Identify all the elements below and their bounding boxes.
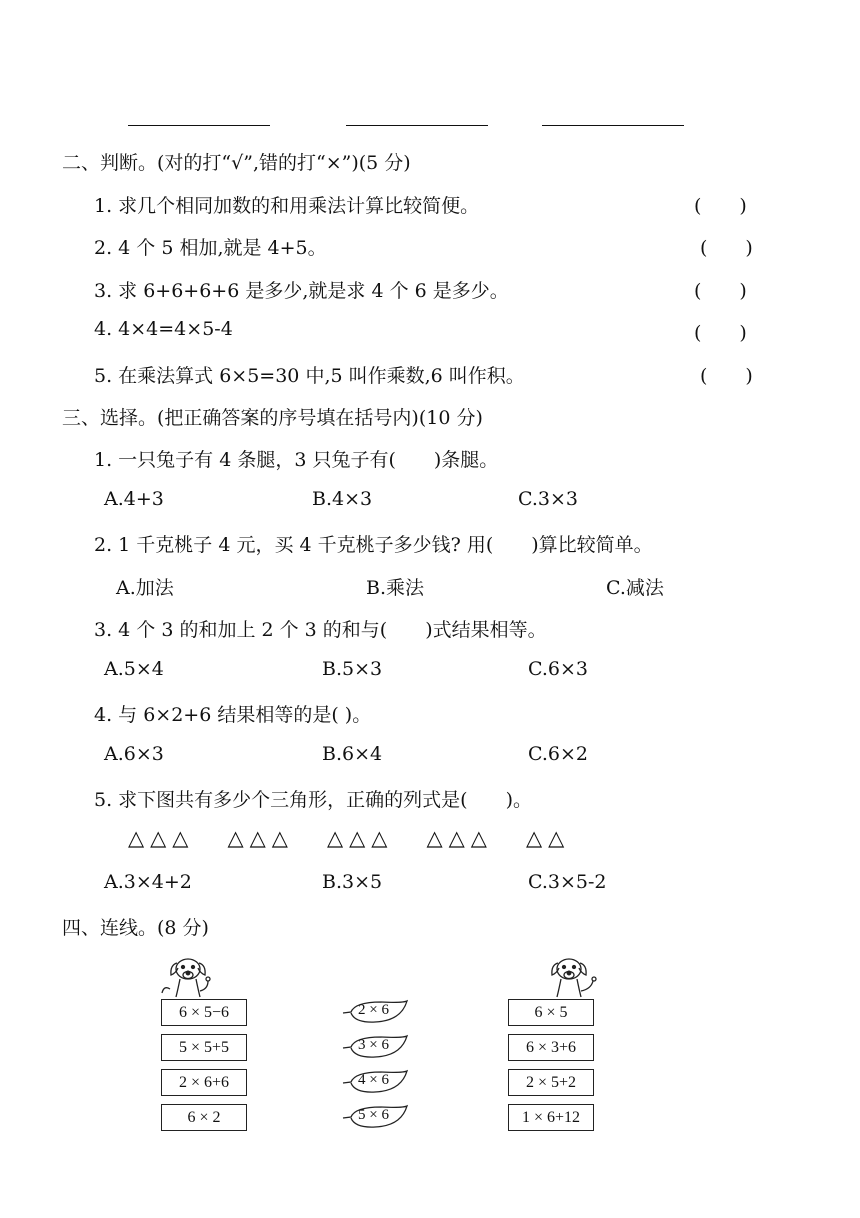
judge-answer-paren-4[interactable]: ( ) xyxy=(694,322,747,344)
choice-1-option-c[interactable]: C.3×3 xyxy=(518,488,578,510)
leaf-label: 3 × 6 xyxy=(358,1037,389,1053)
dog-icon xyxy=(158,955,214,999)
triangle-group: △△△ xyxy=(426,826,493,850)
left-expression-box-3[interactable]: 2 × 6+6 xyxy=(161,1069,247,1096)
judge-answer-paren-1[interactable]: ( ) xyxy=(694,195,747,217)
judge-item-5: 5. 在乘法算式 6×5=30 中,5 叫作乘数,6 叫作积。 xyxy=(94,365,525,387)
dog-icon xyxy=(547,955,603,999)
triangle-group: △△△ xyxy=(128,826,195,850)
choice-2-option-c[interactable]: C.减法 xyxy=(606,577,664,599)
triangle-group: △△△ xyxy=(227,826,294,850)
choice-4-option-b[interactable]: B.6×4 xyxy=(322,743,383,765)
triangle-group: △△ xyxy=(526,826,571,850)
leaf-card-4[interactable] xyxy=(341,1104,411,1135)
answer-blank-1[interactable] xyxy=(128,125,270,126)
choice-5-option-a[interactable]: A.3×4+2 xyxy=(104,871,192,893)
choice-question-2: 2. 1 千克桃子 4 元，买 4 千克桃子多少钱? 用( )算比较简单。 xyxy=(94,534,653,556)
judge-answer-paren-2[interactable]: ( ) xyxy=(700,237,753,259)
judge-item-4: 4. 4×4=4×5-4 xyxy=(94,318,233,340)
choice-4-option-c[interactable]: C.6×2 xyxy=(528,743,588,765)
answer-blank-2[interactable] xyxy=(346,125,488,126)
choice-question-1: 1. 一只兔子有 4 条腿，3 只兔子有( )条腿。 xyxy=(94,449,499,471)
choice-1-option-b[interactable]: B.4×3 xyxy=(312,488,373,510)
leaf-card-1[interactable] xyxy=(341,999,411,1030)
leaf-card-3[interactable] xyxy=(341,1069,411,1100)
leaf-label: 4 × 6 xyxy=(358,1072,389,1088)
choice-question-5: 5. 求下图共有多少个三角形，正确的列式是( )。 xyxy=(94,789,532,811)
right-expression-box-2[interactable]: 6 × 3+6 xyxy=(508,1034,594,1061)
section-3-title: 三、选择。(把正确答案的序号填在括号内)(10 分) xyxy=(62,407,483,429)
choice-question-3: 3. 4 个 3 的和加上 2 个 3 的和与( )式结果相等。 xyxy=(94,619,547,641)
choice-4-option-a[interactable]: A.6×3 xyxy=(104,743,164,765)
choice-3-option-c[interactable]: C.6×3 xyxy=(528,658,588,680)
right-expression-box-1[interactable]: 6 × 5 xyxy=(508,999,594,1026)
choice-question-4: 4. 与 6×2+6 结果相等的是( )。 xyxy=(94,704,372,726)
judge-item-1: 1. 求几个相同加数的和用乘法计算比较简便。 xyxy=(94,195,480,217)
leaf-card-2[interactable] xyxy=(341,1034,411,1065)
leaf-label: 5 × 6 xyxy=(358,1107,389,1123)
right-expression-box-4[interactable]: 1 × 6+12 xyxy=(508,1104,594,1131)
judge-item-3: 3. 求 6+6+6+6 是多少,就是求 4 个 6 是多少。 xyxy=(94,280,509,302)
leaf-label: 2 × 6 xyxy=(358,1002,389,1018)
choice-3-option-a[interactable]: A.5×4 xyxy=(104,658,164,680)
section-4-title: 四、连线。(8 分) xyxy=(62,917,209,939)
judge-answer-paren-5[interactable]: ( ) xyxy=(700,365,753,387)
choice-2-option-a[interactable]: A.加法 xyxy=(116,577,174,599)
left-expression-box-4[interactable]: 6 × 2 xyxy=(161,1104,247,1131)
section-2-title: 二、判断。(对的打“√”,错的打“×”)(5 分) xyxy=(62,152,411,174)
choice-5-option-b[interactable]: B.3×5 xyxy=(322,871,383,893)
right-expression-box-3[interactable]: 2 × 5+2 xyxy=(508,1069,594,1096)
choice-2-option-b[interactable]: B.乘法 xyxy=(366,577,425,599)
left-expression-box-1[interactable]: 6 × 5−6 xyxy=(161,999,247,1026)
judge-item-2: 2. 4 个 5 相加,就是 4+5。 xyxy=(94,237,327,259)
triangle-figure xyxy=(128,826,597,850)
left-expression-box-2[interactable]: 5 × 5+5 xyxy=(161,1034,247,1061)
choice-1-option-a[interactable]: A.4+3 xyxy=(104,488,164,510)
judge-answer-paren-3[interactable]: ( ) xyxy=(694,280,747,302)
answer-blank-3[interactable] xyxy=(542,125,684,126)
triangle-group: △△△ xyxy=(327,826,394,850)
choice-3-option-b[interactable]: B.5×3 xyxy=(322,658,383,680)
choice-5-option-c[interactable]: C.3×5-2 xyxy=(528,871,607,893)
